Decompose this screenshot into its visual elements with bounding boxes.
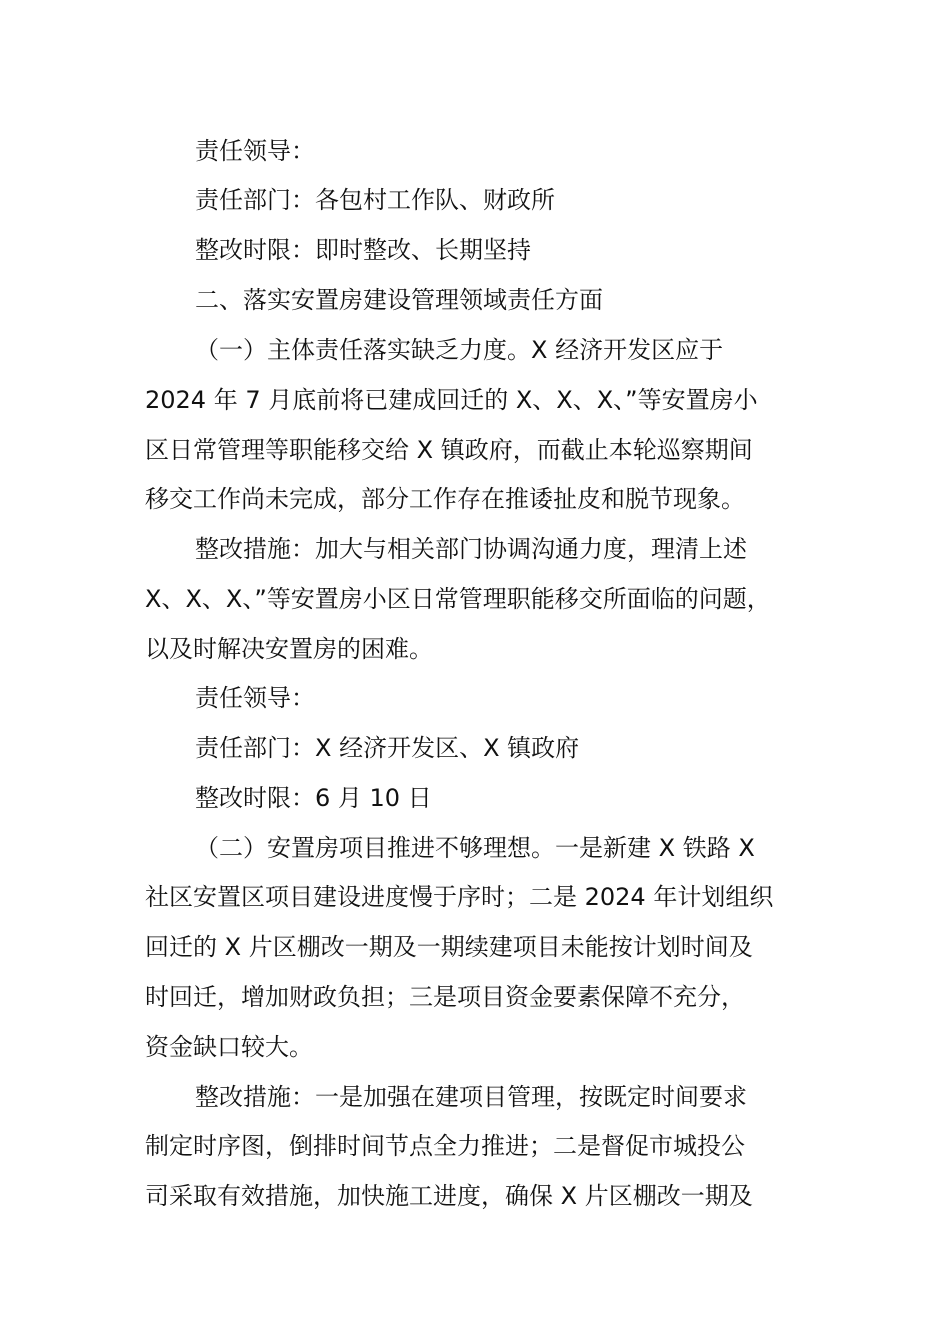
deadline-line-2: 整改时限：6 月 10 日: [195, 784, 432, 812]
responsible-department-line-1: 责任部门：各包村工作队、财政所: [195, 186, 555, 214]
paragraph-line: 整改措施：加大与相关部门协调沟通力度，理清上述: [195, 535, 747, 563]
responsible-leader-label-2: 责任领导：: [195, 684, 315, 712]
paragraph-line: 区日常管理等职能移交给 X 镇政府，而截止本轮巡察期间: [145, 436, 753, 464]
paragraph-line: X、X、X、”等安置房小区日常管理职能移交所面临的问题，: [145, 585, 771, 613]
paragraph-line: 时回迁，增加财政负担；三是项目资金要素保障不充分，: [145, 983, 745, 1011]
paragraph-line: 司采取有效措施，加快施工进度，确保 X 片区棚改一期及: [145, 1182, 753, 1210]
paragraph-line: 资金缺口较大。: [145, 1033, 313, 1061]
paragraph-line: 2024 年 7 月底前将已建成回迁的 X、X、X、”等安置房小: [145, 386, 758, 414]
responsible-leader-label-1: 责任领导：: [195, 137, 315, 165]
paragraph-line: （二）安置房项目推进不够理想。一是新建 X 铁路 X: [195, 834, 755, 862]
paragraph-line: 制定时序图，倒排时间节点全力推进；二是督促市城投公: [145, 1132, 745, 1160]
paragraph-line: 以及时解决安置房的困难。: [145, 635, 433, 663]
paragraph-line: 回迁的 X 片区棚改一期及一期续建项目未能按计划时间及: [145, 933, 753, 961]
paragraph-line: 移交工作尚未完成，部分工作存在推诿扯皮和脱节现象。: [145, 485, 745, 513]
paragraph-line: （一）主体责任落实缺乏力度。X 经济开发区应于: [195, 336, 724, 364]
paragraph-line: 社区安置区项目建设进度慢于序时；二是 2024 年计划组织: [145, 883, 774, 911]
section-heading-2: 二、落实安置房建设管理领域责任方面: [195, 286, 603, 314]
deadline-line-1: 整改时限：即时整改、长期坚持: [195, 236, 531, 264]
responsible-department-line-2: 责任部门：X 经济开发区、X 镇政府: [195, 734, 580, 762]
paragraph-line: 整改措施：一是加强在建项目管理，按既定时间要求: [195, 1083, 747, 1111]
